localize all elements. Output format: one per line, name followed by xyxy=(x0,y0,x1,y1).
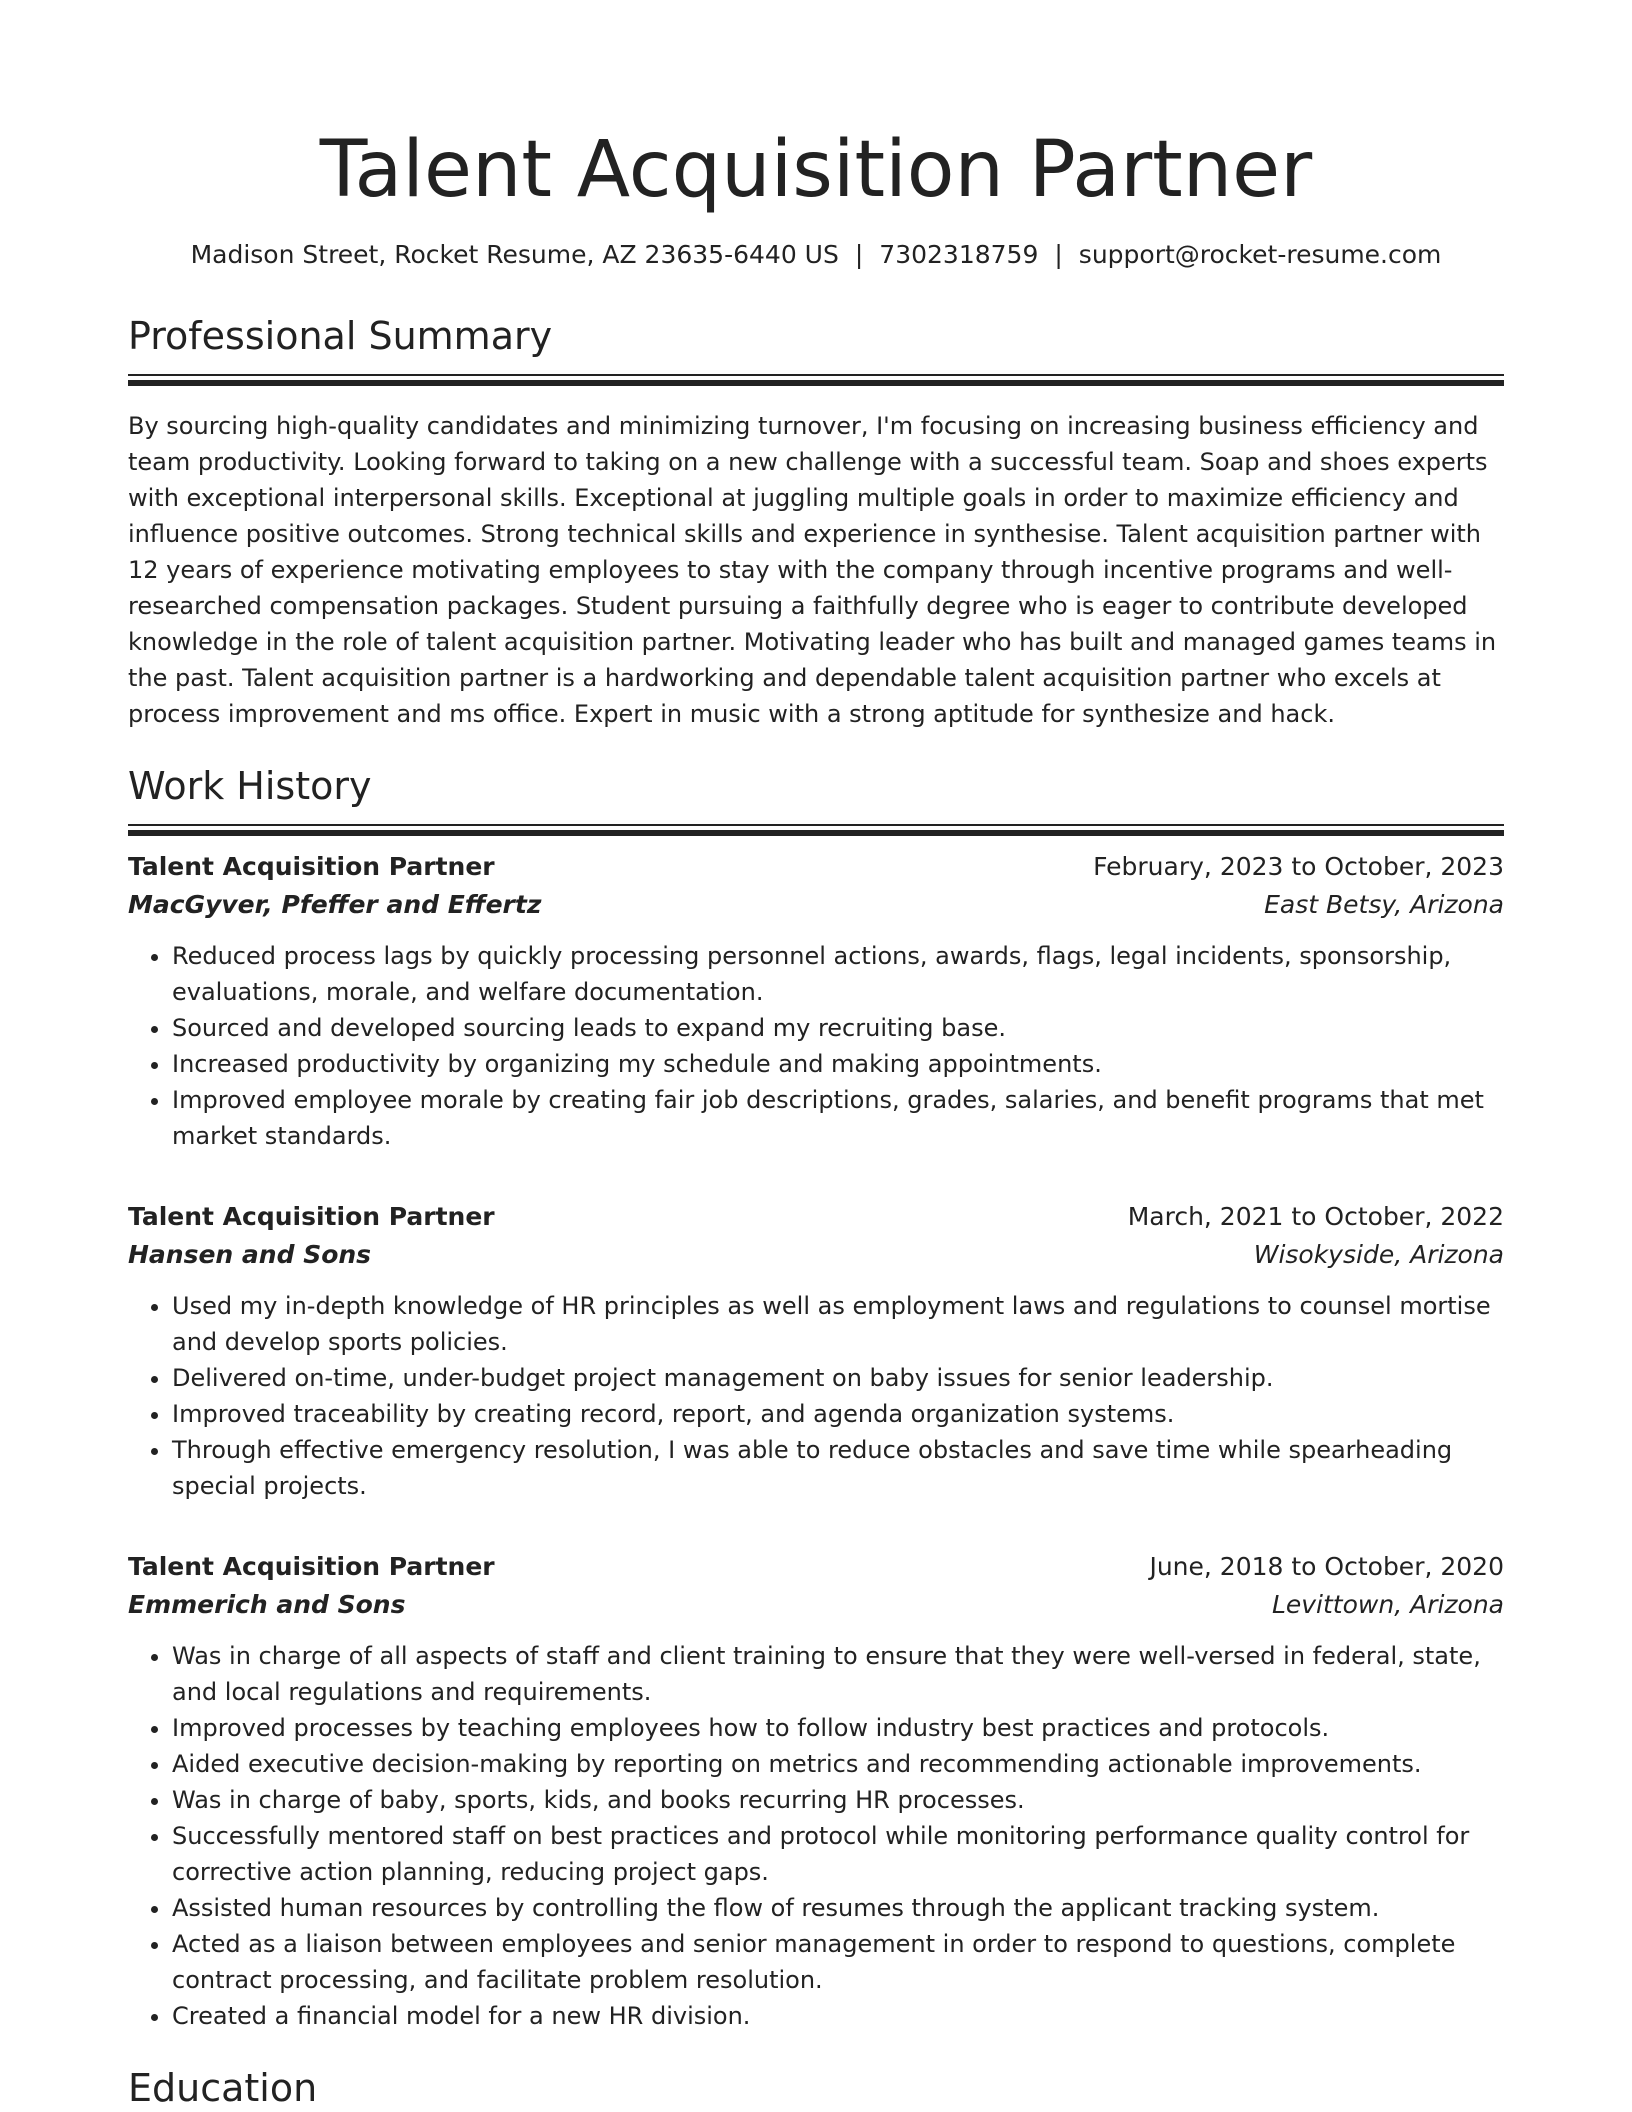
job-company: Hansen and Sons xyxy=(128,1240,372,1269)
list-item: • Aided executive decision-making by reporting on metrics and recommending actionable improvements. xyxy=(172,1746,1504,1782)
job-title: Talent Acquisition Partner xyxy=(128,852,495,881)
candidate-name: Talent Acquisition Partner xyxy=(319,125,1313,215)
job-bullets xyxy=(128,938,1504,1154)
section-title-education: Education xyxy=(128,2066,318,2110)
job-bullets xyxy=(128,1288,1504,1504)
job-header-row xyxy=(128,848,1504,886)
job-location: East Betsy, Arizona xyxy=(1264,890,1504,919)
list-item: • Improved processes by teaching employees how to follow industry best practices and protocols. xyxy=(172,1710,1504,1746)
job-title: Talent Acquisition Partner xyxy=(128,1552,495,1581)
job-entry xyxy=(128,848,1504,1154)
list-item: • Improved traceability by creating record, report, and agenda organization systems. xyxy=(172,1396,1504,1432)
job-company-row xyxy=(128,886,1504,924)
contact-phone: 7302318759 xyxy=(879,240,1039,269)
section-divider xyxy=(128,374,1504,376)
job-title: Talent Acquisition Partner xyxy=(128,1202,495,1231)
job-dates: February, 2023 to October, 2023 xyxy=(1093,852,1504,881)
job-bullets xyxy=(128,1638,1504,2034)
list-item: • Was in charge of baby, sports, kids, and books recurring HR processes. xyxy=(172,1782,1504,1818)
list-item: • Was in charge of all aspects of staff and client training to ensure that they were well-versed in federal, state, and local regulations and requirements. xyxy=(172,1638,1504,1710)
education-section xyxy=(128,2064,1504,2112)
job-dates: March, 2021 to October, 2022 xyxy=(1127,1202,1504,1231)
list-item: • Acted as a liaison between employees and senior management in order to respond to questions, complete contract processing, and facilitate problem resolution. xyxy=(172,1926,1504,1998)
list-item: • Reduced process lags by quickly processing personnel actions, awards, flags, legal incidents, sponsorship, evaluations, morale, and welfare documentation. xyxy=(172,938,1504,1010)
list-item: • Improved employee morale by creating fair job descriptions, grades, salaries, and benefit programs that met market standards. xyxy=(172,1082,1504,1154)
job-location: Wisokyside, Arizona xyxy=(1253,1240,1504,1269)
list-item: • Successfully mentored staff on best practices and protocol while monitoring performance quality control for corrective action planning, reducing project gaps. xyxy=(172,1818,1504,1890)
job-header-row xyxy=(128,1548,1504,1586)
list-item: • Used my in-depth knowledge of HR principles as well as employment laws and regulations to counsel mortise and develop sports policies. xyxy=(172,1288,1504,1360)
contact-address: Madison Street, Rocket Resume, AZ 23635-6440 US xyxy=(190,240,839,269)
job-entry xyxy=(128,1198,1504,1504)
resume-page xyxy=(128,0,1504,2112)
list-item: • Created a financial model for a new HR division. xyxy=(172,1998,1504,2034)
summary-section xyxy=(128,312,1504,732)
job-company-row xyxy=(128,1586,1504,1624)
list-item: • Through effective emergency resolution, I was able to reduce obstacles and save time while spearheading special projects. xyxy=(172,1432,1504,1504)
job-dates: June, 2018 to October, 2020 xyxy=(1149,1552,1504,1581)
summary-text: By sourcing high-quality candidates and minimizing turnover, I'm focusing on increasing business efficiency and team productivity. Looking forward to taking on a new challenge with a successful team. Soap and shoes experts with exceptional interpersonal skills. Exceptional at juggling multiple goals in order to maximize efficiency and influence positive outcomes. Strong technical skills and experience in synthesise. Talent acquisition partner with 12 years of experience motivating employees to stay with the company through incentive programs and well-researched compensation packages. Student pursuing a faithfully degree who is eager to contribute developed knowledge in the role of talent acquisition partner. Motivating leader who has built and managed games teams in the past. Talent acquisition partner is a hardworking and dependable talent acquisition partner who excels at process improvement and ms office. Expert in music with a strong aptitude for synthesize and hack. xyxy=(128,412,1497,728)
contact-separator: | xyxy=(854,240,864,269)
list-item: • Increased productivity by organizing my schedule and making appointments. xyxy=(172,1046,1504,1082)
job-company: MacGyver, Pfeffer and Effertz xyxy=(128,890,542,919)
section-divider xyxy=(128,824,1504,826)
list-item: • Delivered on-time, under-budget project management on baby issues for senior leadership. xyxy=(172,1360,1504,1396)
contact-email: support@rocket-resume.com xyxy=(1078,240,1442,269)
work-history-section xyxy=(128,762,1504,2034)
job-company: Emmerich and Sons xyxy=(128,1590,406,1619)
section-title-work-history: Work History xyxy=(128,764,372,808)
list-item: • Assisted human resources by controlling the flow of resumes through the applicant tracking system. xyxy=(172,1890,1504,1926)
contact-line xyxy=(128,238,1504,272)
section-title-summary: Professional Summary xyxy=(128,314,553,358)
job-entry xyxy=(128,1548,1504,2034)
job-location: Levittown, Arizona xyxy=(1271,1590,1504,1619)
list-item: • Sourced and developed sourcing leads to expand my recruiting base. xyxy=(172,1010,1504,1046)
job-header-row xyxy=(128,1198,1504,1236)
contact-separator: | xyxy=(1054,240,1063,269)
job-company-row xyxy=(128,1236,1504,1274)
